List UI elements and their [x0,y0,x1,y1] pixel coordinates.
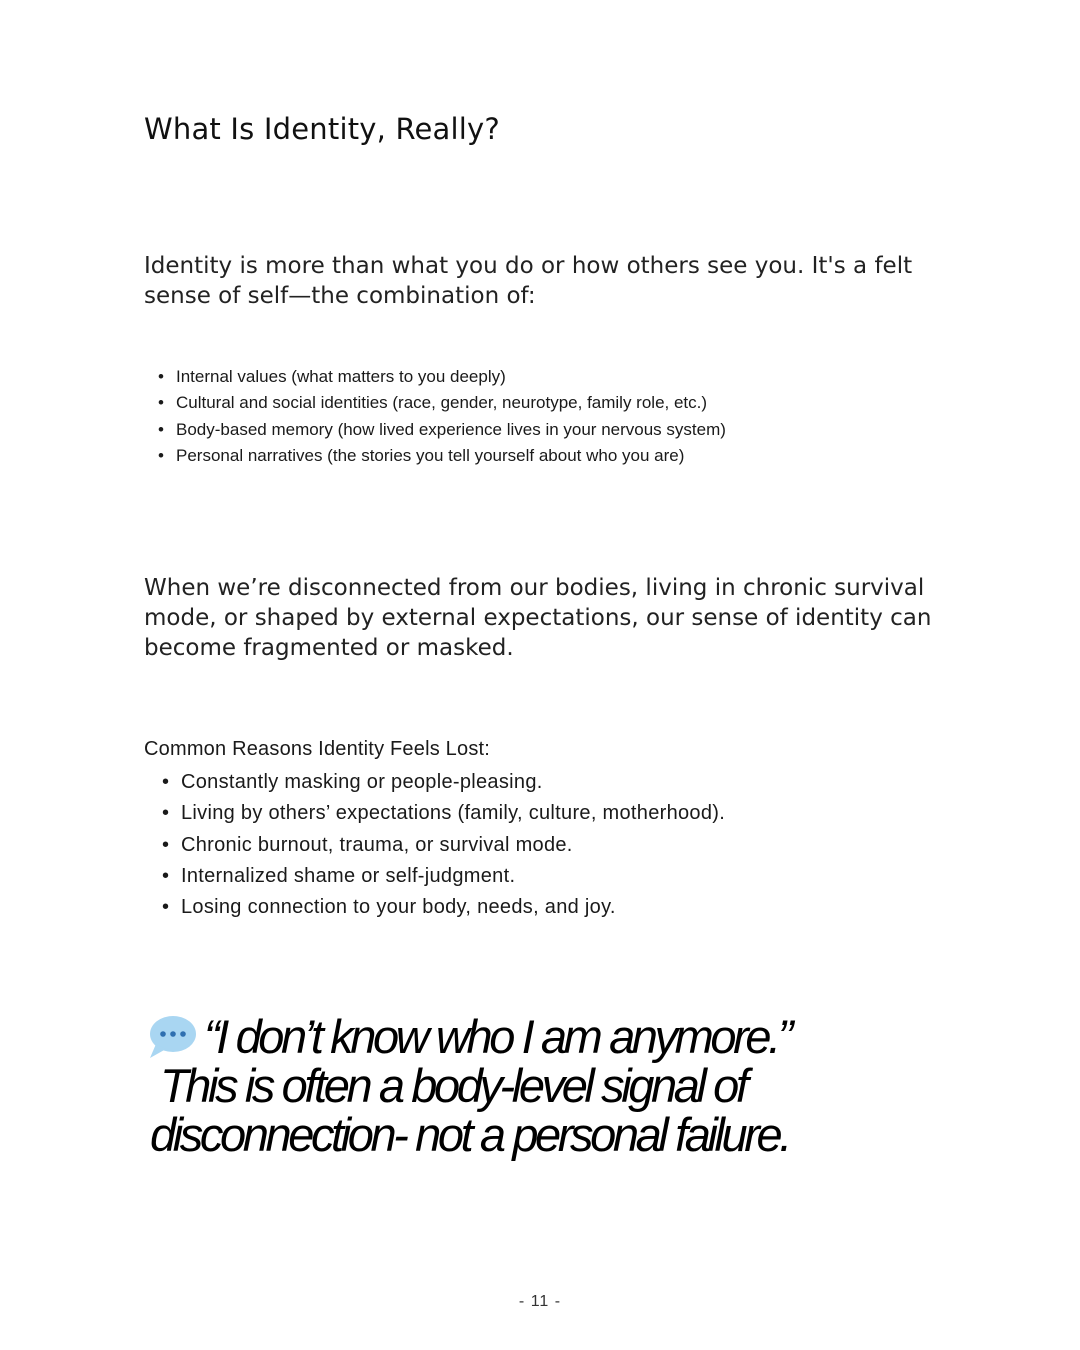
reasons-heading: Common Reasons Identity Feels Lost: [144,738,491,760]
list-item: • Losing connection to your body, needs, and joy. [160,892,725,923]
reasons-list [160,767,725,923]
quote-line-2: This is often a body-level signal of [160,1059,746,1112]
list-item: • Body-based memory (how lived experience lives in your nervous system) [156,417,726,443]
list-item: • Living by others’ expectations (family, culture, motherhood). [160,798,725,829]
list-item: • Cultural and social identities (race, gender, neurotype, family role, etc.) [156,390,726,416]
list-item: • Constantly masking or people-pleasing. [160,767,725,798]
speech-bubble-icon [146,1013,198,1061]
identity-components-list [156,364,726,469]
page-heading: What Is Identity, Really? [144,112,501,146]
quote-line-3: disconnection- not a personal failure. [150,1108,789,1161]
list-item: • Internal values (what matters to you deeply) [156,364,726,390]
disconnect-paragraph: When we’re disconnected from our bodies, living in chronic survival mode, or shaped by external expectations, our sense of identity can become fragmented or masked. [144,575,932,661]
quote-line-1 [146,1012,906,1061]
list-item: • Internalized shame or self-judgment. [160,861,725,892]
list-item: • Personal narratives (the stories you tell yourself about who you are) [156,443,726,469]
quote-text: “I don’t know who I am anymore.” [204,1010,791,1063]
pull-quote [146,1012,906,1159]
page-number: - 11 - [518,1293,562,1310]
list-item: • Chronic burnout, trauma, or survival mode. [160,830,725,861]
intro-paragraph: Identity is more than what you do or how others see you. It's a felt sense of self—the combination of: [144,253,913,309]
